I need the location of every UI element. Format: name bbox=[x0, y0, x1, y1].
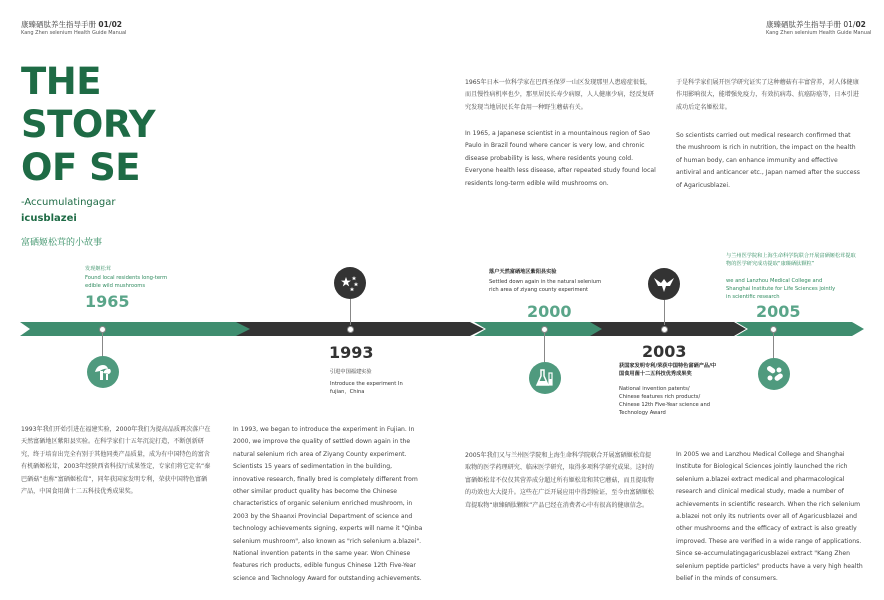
milestone-2000-dot bbox=[541, 326, 548, 333]
pills-icon bbox=[758, 358, 790, 390]
milestone-2005-line bbox=[773, 333, 774, 359]
header-right-subtitle: Kang Zhen selenium Health Guide Manual bbox=[766, 30, 872, 36]
milestone-2003-dot bbox=[661, 326, 668, 333]
milestone-1965-cn: 发现姬松茸 bbox=[85, 266, 111, 272]
bottom-col4-en: In 2005 we and Lanzhou Medical College and Shanghai Institute for Biological Sciences jointly launched the rich selenium a.blazei extract medical and pharmacological research and clinical medical study, made a number of achievements in scientific research. When the rich selenium a.blazei not only its nutrients over all of Agaricusblazei and other mushrooms and the efficacy of extract is also greatly improved. These are verified in a wide range of applications. Since se-accumulatingagaricusblazei extract "Kang Zhen selenium peptide particles" products have a very high health belief in the minds of consumers. bbox=[676, 451, 863, 583]
milestone-2003-line bbox=[664, 300, 665, 325]
subtitle-cn: 富硒姬松茸的小故事 bbox=[21, 238, 103, 248]
timeline-arrow-3 bbox=[474, 322, 604, 336]
timeline-arrow-bar bbox=[0, 318, 884, 342]
milestone-2005-cn: 与兰州医学院和上海生命科学院联合开展富硒姬松茸提取物的医学研究成功提取“康臻硒肽颗粒” bbox=[726, 253, 856, 267]
milestone-1965-year: 1965 bbox=[85, 292, 130, 311]
header-left-subtitle: Kang Zhen selenium Health Guide Manual bbox=[21, 30, 127, 36]
story-title bbox=[21, 60, 155, 189]
milestone-2000-en: Settled down again in the natural selenium rich area of ziyang county experiment bbox=[489, 279, 602, 293]
milestone-2005-en: we and Lanzhou Medical College and Shanghai Institute for Life Sciences jointly in scientific research bbox=[726, 278, 836, 300]
milestone-2005-dot bbox=[770, 326, 777, 333]
eagle-icon bbox=[648, 268, 680, 300]
milestone-1965-line bbox=[102, 333, 103, 357]
milestone-2000-year: 2000 bbox=[527, 302, 572, 321]
title-line-3: OF SE bbox=[21, 146, 141, 189]
flask-icon bbox=[529, 362, 561, 394]
stars-icon bbox=[334, 267, 366, 299]
intro-col2-en: So scientists carried out medical research confirmed that the mushroom is rich in nutrition, the impact on the health of human body, can enhance immunity and effective antiviral and anticancer etc., Japan named after the success of Agaricusblazei. bbox=[676, 132, 860, 189]
header-right-title: 康臻硒肽养生指导手册 01/02 bbox=[766, 20, 866, 29]
milestone-1993-year: 1993 bbox=[329, 343, 374, 362]
header-left-title: 康臻硒肽养生指导手册 01/02 bbox=[21, 20, 123, 29]
title-line-2: STORY bbox=[21, 103, 156, 146]
milestone-2003-year: 2003 bbox=[642, 342, 687, 361]
intro-col1-cn: 1965年日本一位科学家在巴西圣保罗一山区发现那里人患癌症很低，而且慢性病机率也少，那里居民长寿少病原，人人健康少病，经反复研究发现当地居民长年食用一种野生蘑菇有关。 bbox=[465, 79, 654, 111]
milestone-1965-en: Found local residents long-term edible wild mushrooms bbox=[85, 275, 168, 289]
milestone-2000-cn: 落户天然富硒地区紫阳县实验 bbox=[489, 269, 557, 275]
subtitle-a: -Accumulatingagar bbox=[21, 197, 116, 208]
milestone-2005-year: 2005 bbox=[756, 302, 801, 321]
milestone-1993-cn: 引进中国福建实验 bbox=[330, 369, 372, 375]
bottom-col3-cn: 2005年我们又与兰州医学院和上海生命科学院联合开展富硒姬松茸提取物的医学药理研究、临床医学研究，取得多项科学研究成果。这时的富硒姬松茸不仅仅其营养成分超过所有姬松茸和其它蘑菇，而且提取物的功效也大大提升。这些在广泛开展应用中得到验证，至今由富硒姬松茸提取物“康臻硒肽颗粒”产品已经在消费者心中有很高的健康信念。 bbox=[465, 452, 654, 509]
intro-col1-en: In 1965, a Japanese scientist in a mountainous region of Sao Paulo in Brazil found where cancer is very low, and chronic disease probability is less, where residents young cold. Everyone health less disease, after repeated study found local residents long-term edible wild mushrooms on. bbox=[465, 130, 656, 187]
timeline-arrow-5 bbox=[736, 322, 864, 336]
bottom-col1-cn: 1993年我们开始引进在福建实验，2000年我们为提高品质再次落户在天然富硒地区紫阳县实验。在科学家们十五年沉淀打造，不断创新研究，终于培育出完全有别于其他同类产品质量，成为有中国特色的富含有机硒姬松茸，2003年经陕西省科技厅成果签定，专家们将它定名“秦巴硒菇”也称“富硒姬松茸”，同年获国家发明专利，荣获中国特色富硒产品，中国食用菌十二五科技优秀成果奖。 bbox=[21, 426, 211, 496]
header-right-page: 02 bbox=[855, 20, 866, 29]
subtitle-b: icusblazei bbox=[21, 213, 77, 224]
timeline-arrow-2 bbox=[236, 322, 484, 336]
title-line-1: THE bbox=[21, 60, 101, 103]
milestone-1993-line bbox=[350, 299, 351, 325]
timeline-arrow-4 bbox=[590, 322, 746, 336]
header-left-page: 01/02 bbox=[98, 20, 123, 29]
milestone-1993-en: Introduce the experiment In fujian，China bbox=[330, 381, 403, 395]
intro-col2-cn: 于是科学家们展开医学研究证实了这种蘑菇有丰富营养，对人体健康作用影响很大，能增强免疫力，有效抗病毒、抗癌防癌等，日本引进成功后定名姬松茸。 bbox=[676, 79, 859, 111]
bottom-col2-en: In 1993, we began to introduce the experiment in Fujian. In 2000, we improve the quality of settled down again in the natural selenium rich area of Ziyang County experiment. Scientists 15 years of sedimentation in the building, innovative research, finally bred is completely different from other similar product quality has become the Chinese characteristics of organic selenium enriched mushroom, in 2003 by the Shaanxi Provincial Department of science and technology achievements signing, experts will name it "Qinba selenium mushroom", also known as "rich selenium a.blazei". National invention patents in the same year. Won Chinese features rich products, edible fungus Chinese 12th Five-Year science and Technology Award for outstanding achievements. bbox=[233, 426, 423, 582]
milestone-1965-dot bbox=[99, 326, 106, 333]
timeline-arrow-1 bbox=[20, 322, 252, 336]
milestone-2000-line bbox=[544, 333, 545, 363]
milestone-2003-cn: 获国家发明专利/荣获中国特色富硒产品/中国食用菌十二五科技优秀成果奖 bbox=[619, 363, 717, 377]
mushroom-icon bbox=[87, 356, 119, 388]
milestone-1993-dot bbox=[347, 326, 354, 333]
milestone-2003-en: National invention patents/ Chinese features rich products/ Chinese 12th Five-Year science and Technology Award bbox=[619, 386, 711, 416]
